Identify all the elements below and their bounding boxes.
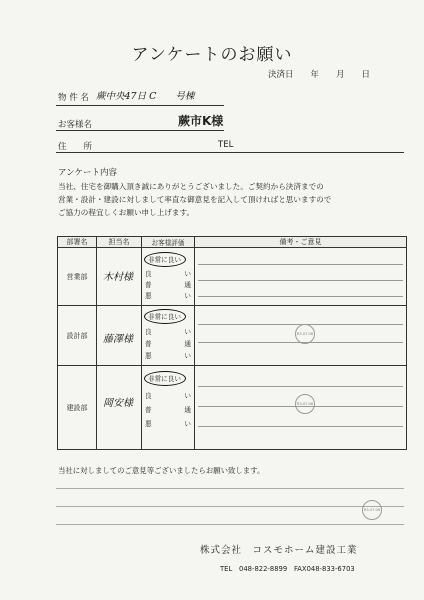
property-value: 蕨中央47日 C 号棟 [96, 91, 195, 102]
note-line [198, 426, 403, 427]
note-cell [195, 248, 407, 306]
intro-line-3: ご協力の程宜しくお願い申し上げます。 [58, 208, 195, 217]
eval-option-poor-suffix: い [184, 420, 191, 428]
person-name: 木村様 [103, 272, 133, 283]
opinion-line [56, 524, 404, 525]
customer-underline [56, 130, 224, 131]
opinion-line [56, 506, 404, 507]
person-cell [97, 248, 142, 306]
form-title: アンケートのお願い [131, 45, 293, 65]
evaluation-table [57, 236, 407, 450]
eval-option-average-suffix: 通 [184, 406, 191, 414]
company-contact: TEL 048-822-8899 FAX048-833-6703 [220, 565, 355, 573]
eval-option-average: 普 [145, 406, 152, 414]
person-cell [97, 306, 142, 366]
header-eval: お客様評価 [142, 237, 195, 248]
eval-option-average: 普 [145, 340, 152, 348]
eval-option-good: 良 [145, 328, 152, 336]
note-cell [195, 366, 407, 450]
person-name: 藤澤様 [103, 334, 133, 345]
eval-option-poor-suffix: い [184, 292, 191, 300]
header-person: 担当名 [97, 237, 142, 248]
eval-cell [142, 248, 195, 306]
intro-line-1: 当社、住宅を御購入頂き誠にありがとうございました。ご契約から決済までの [58, 182, 324, 191]
survey-heading: アンケート内容 [58, 168, 117, 178]
table-header-row [58, 237, 407, 248]
eval-option-poor: 悪 [145, 292, 152, 300]
opinion-line [56, 488, 404, 489]
eval-option-excellent: 非常に良い [148, 256, 181, 264]
header-notes: 備考・ご意見 [195, 237, 407, 248]
settlement-date-label: 決済日 年 月 日 [268, 70, 371, 80]
person-cell [97, 366, 142, 450]
table-row [58, 248, 407, 306]
eval-option-average-suffix: 通 [184, 281, 191, 289]
eval-option-excellent: 非常に良い [148, 375, 181, 383]
eval-option-good: 良 [145, 392, 152, 400]
intro-text [58, 180, 388, 219]
address-label: 住 所 [58, 142, 93, 152]
note-line [198, 386, 403, 387]
header-dept: 部署名 [58, 237, 97, 248]
eval-option-poor: 悪 [145, 352, 152, 360]
date-stamp: R3.07.06 [295, 394, 315, 414]
dept-cell: 建設部 [58, 366, 97, 450]
opinion-label: 当社に対しましてのご意見等ございましたらお願い致します。 [58, 466, 265, 475]
eval-cell [142, 366, 195, 450]
person-name: 岡安様 [103, 398, 133, 409]
customer-label: お客様名 [58, 120, 93, 130]
dept-cell: 営業部 [58, 248, 97, 306]
intro-line-2: 営業・設計・建設に対しまして率直な御意見を記入して頂ければと思いますので [58, 195, 332, 204]
note-cell [195, 306, 407, 366]
company-name: 株式会社 コスモホーム建設工業 [200, 545, 358, 556]
date-stamp: R3.07.06 [295, 324, 315, 344]
property-underline [56, 105, 224, 106]
tel-label: TEL [218, 140, 234, 150]
note-line [198, 264, 403, 265]
eval-option-poor: 悪 [145, 420, 152, 428]
property-label: 物 件 名 [58, 93, 89, 103]
eval-option-good: 良 [145, 270, 152, 278]
eval-option-average: 普 [145, 281, 152, 289]
eval-cell [142, 306, 195, 366]
eval-option-poor-suffix: い [184, 352, 191, 360]
eval-option-average-suffix: 通 [184, 340, 191, 348]
eval-option-good-suffix: い [184, 270, 191, 278]
customer-value: 蕨市K様 [178, 114, 224, 128]
eval-option-good-suffix: い [184, 392, 191, 400]
date-stamp: R3.07.06 [362, 500, 382, 520]
table-row [58, 366, 407, 450]
note-line [198, 296, 403, 297]
address-underline [56, 152, 404, 153]
dept-cell: 設計部 [58, 306, 97, 366]
note-line [198, 280, 403, 281]
eval-option-excellent: 非常に良い [148, 313, 181, 321]
eval-option-good-suffix: い [184, 328, 191, 336]
table-row [58, 306, 407, 366]
